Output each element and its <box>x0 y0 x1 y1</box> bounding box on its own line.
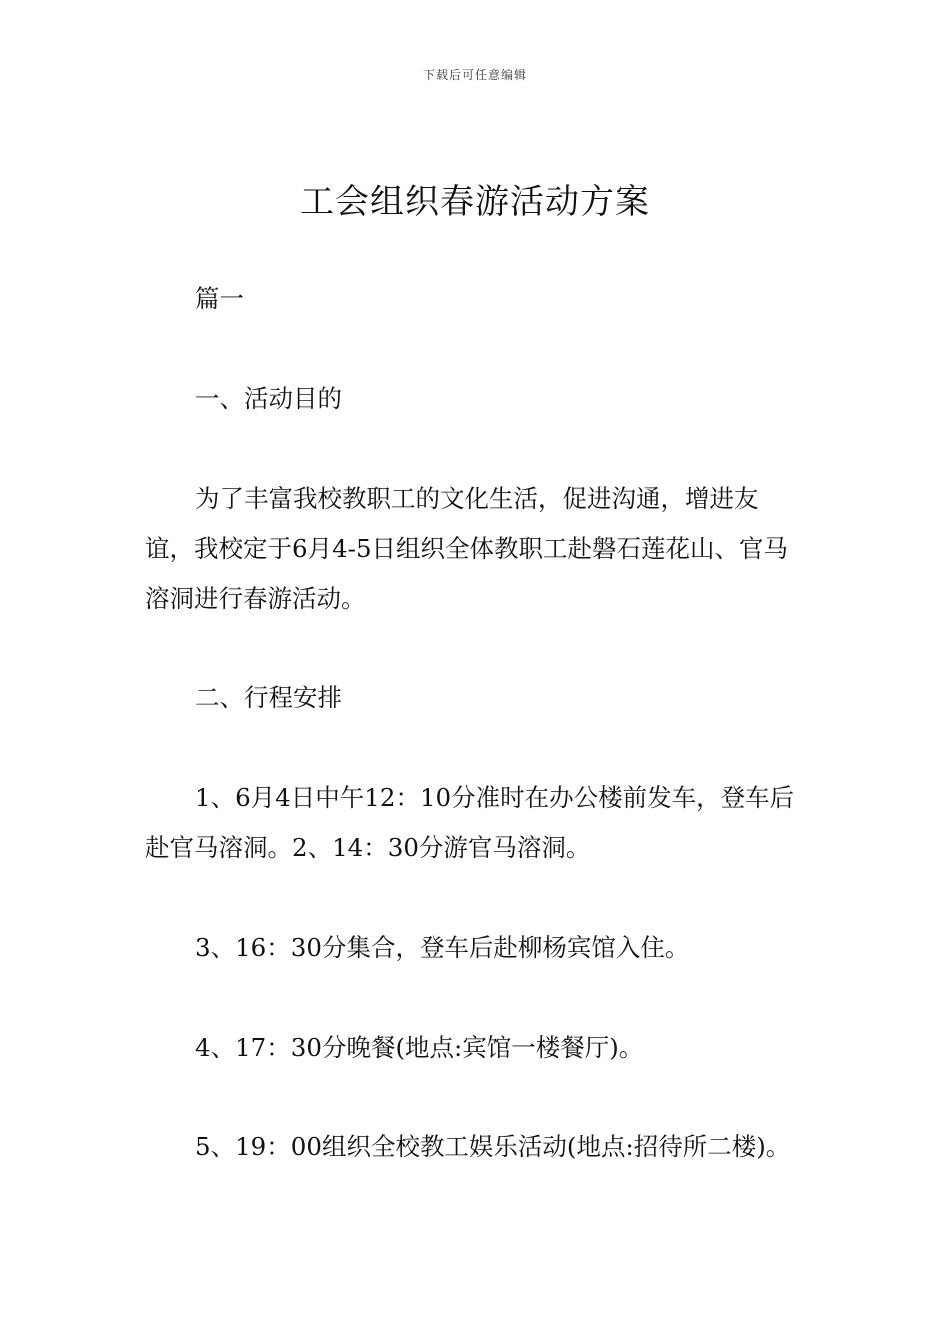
schedule-item: 3、16：30分集合，登车后赴柳杨宾馆入住。 <box>195 933 690 962</box>
section-label: 篇一 <box>195 284 244 313</box>
heading-itinerary: 二、行程安排 <box>195 683 342 712</box>
schedule-item: 4、17：30分晚餐(地点:宾馆一楼餐厅)。 <box>195 1033 644 1062</box>
schedule-item: 1、6月4日中午12：10分准时在办公楼前发车，登车后赴官马溶洞。2、14：30分游官马溶洞。 <box>145 783 795 862</box>
page-header-note: 下载后可任意编辑 <box>422 68 527 82</box>
purpose-paragraph: 为了丰富我校教职工的文化生活，促进沟通，增进友谊，我校定于6月4-5日组织全体教职工赴磐石莲花山、官马溶洞进行春游活动。 <box>145 484 789 613</box>
document-title: 工会组织春游活动方案 <box>300 182 650 222</box>
heading-activity-purpose: 一、活动目的 <box>195 384 342 413</box>
schedule-item: 5、19：00组织全校教工娱乐活动(地点:招待所二楼)。 <box>195 1132 791 1161</box>
